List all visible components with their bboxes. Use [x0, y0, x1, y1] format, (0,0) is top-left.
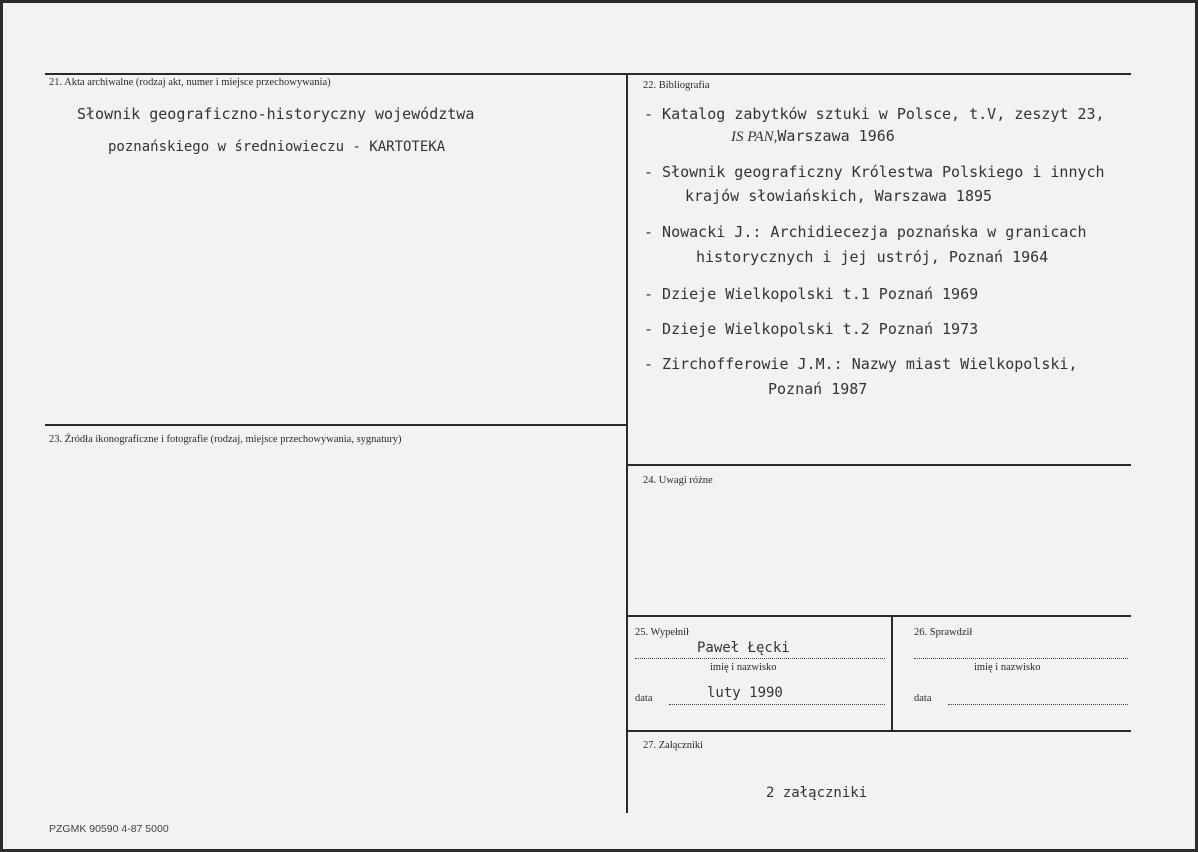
section-25-label: 25. Wypełnił: [635, 627, 690, 638]
section-26-label: 26. Sprawdził: [914, 627, 973, 638]
checked-by-name-line: [914, 658, 1128, 659]
divider-25-26: [891, 615, 893, 731]
filled-by-date-line: [669, 704, 885, 705]
checked-by-date-label: data: [914, 693, 932, 704]
filled-by-name-line: [635, 658, 885, 659]
section-21-line-2: poznańskiego w średniowieczu - KARTOTEKA: [108, 139, 446, 155]
right-section-rule-25: [626, 615, 1131, 617]
section-21-label: 21. Akta archiwalne (rodzaj akt, numer i miejsce przechowywania): [49, 77, 331, 88]
bibliography-entry-6-cont: Poznań 1987: [768, 380, 868, 398]
filled-by-date-label: data: [635, 693, 653, 704]
top-rule: [45, 73, 1131, 75]
ispan-handwritten: IS PAN,: [731, 129, 778, 145]
bibliography-entry-1-cont: IS PAN,Warszawa 1966: [731, 127, 895, 145]
bibliography-entry-3: - Nowacki J.: Archidiecezja poznańska w granicach: [644, 223, 1087, 241]
bibliography-entry-3-cont: historycznych i jej ustrój, Poznań 1964: [696, 248, 1049, 266]
section-24-label: 24. Uwagi różne: [643, 475, 713, 486]
form-code: PZGMK 90590 4-87 5000: [49, 823, 169, 835]
section-27-label: 27. Załączniki: [643, 740, 704, 751]
checked-by-name-caption: imię i nazwisko: [974, 662, 1041, 673]
filled-by-name-caption: imię i nazwisko: [710, 662, 777, 673]
bibliography-entry-6: - Zirchofferowie J.M.: Nazwy miast Wielkopolski,: [644, 355, 1078, 373]
right-section-rule-27: [626, 730, 1131, 732]
filled-by-name: Paweł Łęcki: [697, 640, 790, 656]
right-section-rule-24: [626, 464, 1131, 466]
bibliography-entry-4: - Dzieje Wielkopolski t.1 Poznań 1969: [644, 285, 979, 303]
section-21-line-1: Słownik geograficzno-historyczny województwa: [77, 105, 475, 123]
checked-by-date-line: [948, 704, 1128, 705]
center-divider: [626, 73, 628, 813]
section-23-label: 23. Źródła ikonograficzne i fotografie (rodzaj, miejsce przechowywania, sygnatury): [49, 434, 402, 445]
section-22-label: 22. Bibliografia: [643, 80, 710, 91]
bibliography-entry-5: - Dzieje Wielkopolski t.2 Poznań 1973: [644, 320, 979, 338]
bibliography-entry-1: - Katalog zabytków sztuki w Polsce, t.V, zeszyt 23,: [644, 105, 1105, 123]
bibliography-entry-2-cont: krajów słowiańskich, Warszawa 1895: [685, 187, 993, 205]
left-section-rule: [45, 424, 626, 426]
filled-by-date: luty 1990: [707, 685, 783, 701]
attachments-value: 2 załączniki: [766, 785, 868, 801]
bibliography-entry-2: - Słownik geograficzny Królestwa Polskiego i innych: [644, 163, 1105, 181]
